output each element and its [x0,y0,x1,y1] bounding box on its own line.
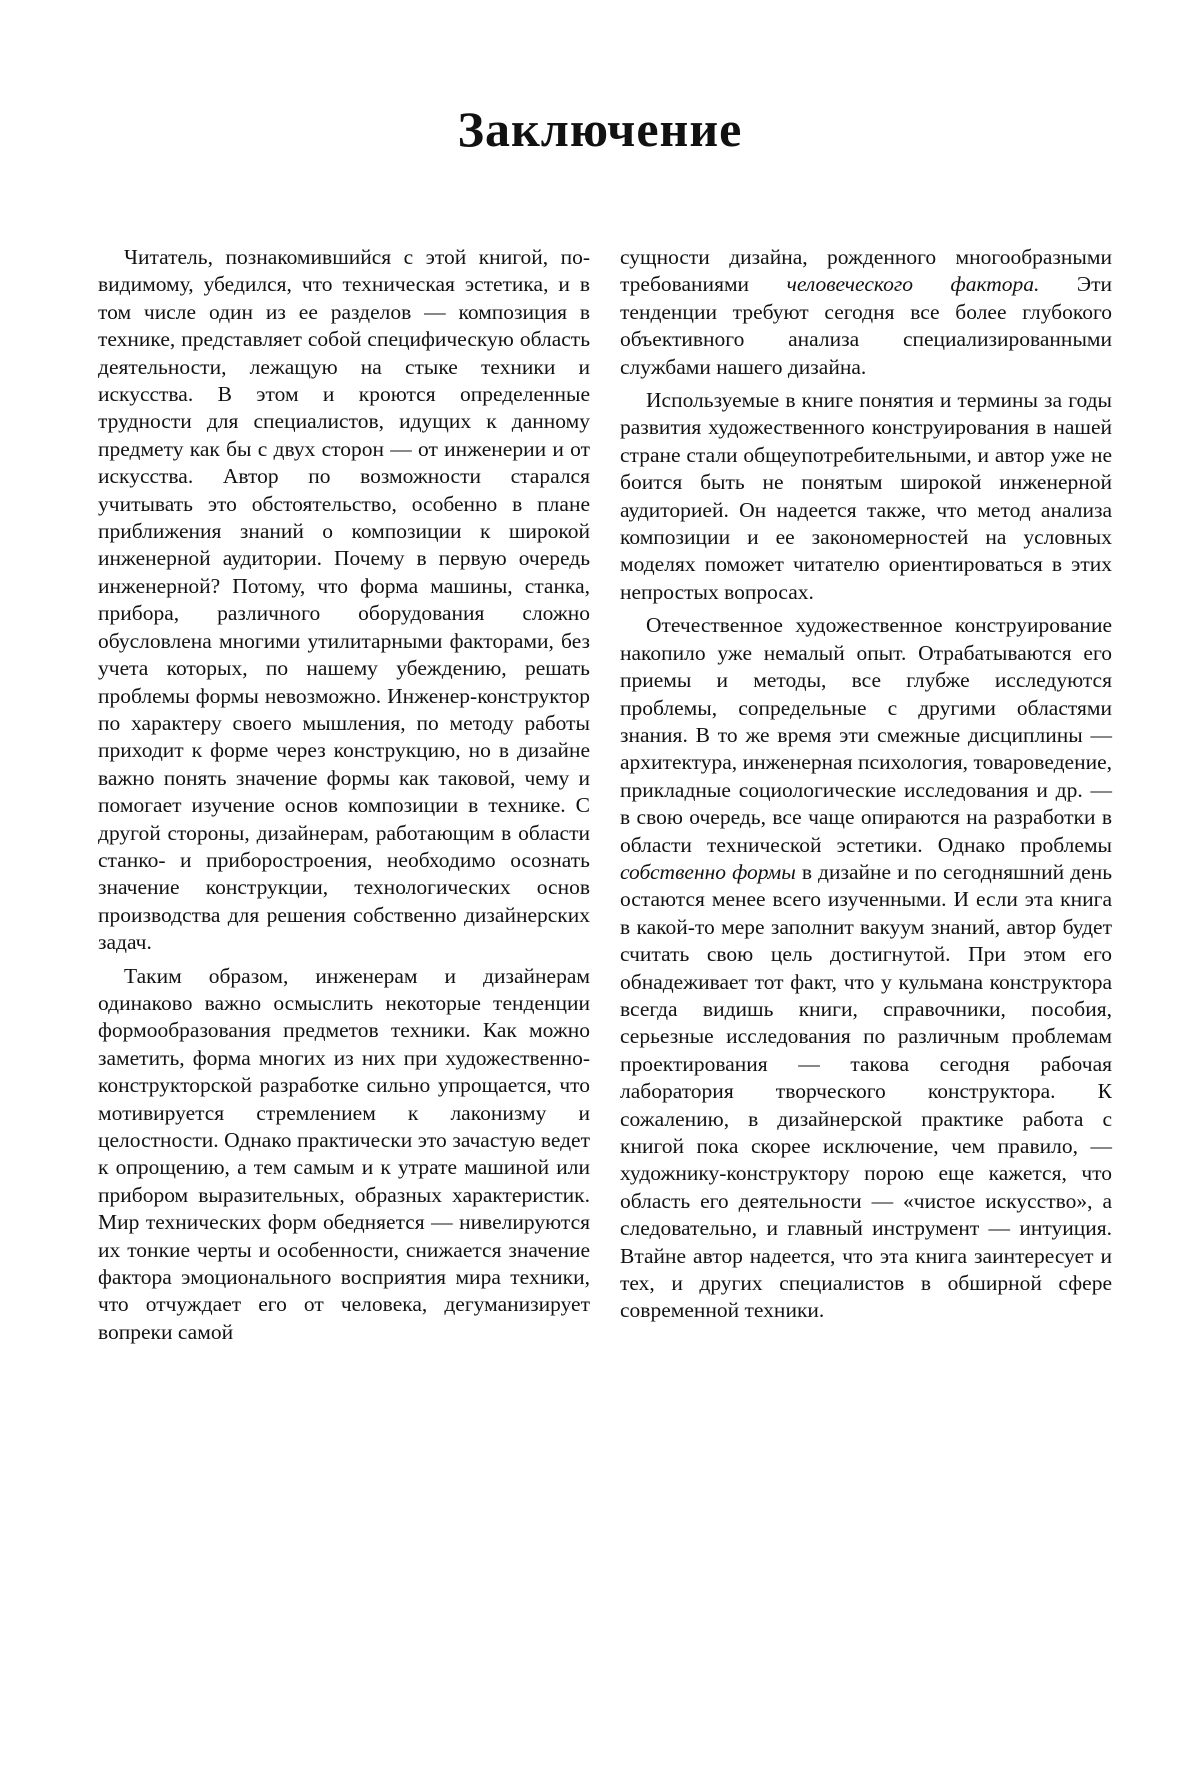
right-text-column [620,244,1112,1331]
continuation-text-start: сущности дизайна, рожденного многообразными требованиями [620,245,1112,297]
left-text-column [98,244,590,1352]
paragraph-2: Таким образом, инженерам и дизайнерам одинаково важно осмыслить некоторые тенденции формообразования предметов техники. Как можно заметить, форма многих из них при художественно-конструкторской разработке сильно упрощается, что мотивируется стремлением к лаконизму и целостности. Однако практически это зачастую ведет к опрощению, а тем самым и к утрате машиной или прибором выразительных, образных характеристик. Мир технических форм обедняется — нивелируются их тонкие черты и особенности, снижается значение фактора эмоционального восприятия мира техники, что отчуждает его от человека, дегуманизирует вопреки самой [98,963,590,1344]
paragraph-1: Читатель, познакомившийся с этой книгой, по-видимому, убедился, что техническая эстетика, и в том числе один из ее разделов — композиция в технике, представляет собой специфическую область деятельности, лежащую на стыке техники и искусства. В этом и кроются определенные трудности для специалистов, идущих к данному предмету как бы с двух сторон — от инженерии и от искусства. Автор по возможности старался учитывать это обстоятельство, особенно в плане приближения знаний о композиции к широкой инженерной аудитории. Почему в первую очередь инженерной? Потому, что форма машины, станка, прибора, различного оборудования сложно обусловлена многими утилитарными факторами, без учета которых, по нашему убеждению, решать проблемы формы невозможно. Инженер-конструктор по характеру своего мышления, по методу работы приходит к форме через конструкцию, но в дизайне важно понять значение формы как таковой, чему и помогает изучение основ композиции в технике. С другой стороны, дизайнерам, работающим в области станко- и приборостроения, необходимо осознать значение конструкции, технологических основ производства для решения собственно дизайнерских задач. [98,245,590,955]
italic-term-form: собственно формы [620,859,796,884]
chapter-title: Заключение [457,101,743,157]
continuation-text-end: Эти тенденции требуют сегодня все более глубокого объективного анализа специализированными службами нашего дизайна. [620,272,1113,379]
experience-text-end: в дизайне и по сегодняшний день остаются менее всего изученными. И если эта книга в какой-то мере заполнит вакуум знаний, автор будет считать свою цель достигнутой. При этом его обнадеживает тот факт, что у кульмана конструктора всегда видишь книги, справочники, пособия, серьезные исследования по различным проблемам проектирования — такова сегодня рабочая лаборатория творческого конструктора. К сожалению, в дизайнерской практике работа с книгой пока скорее исключение, чем правило, — художнику-конструктору порою еще кажется, что область его деятельности — «чистое искусство», а следовательно, и главный инструмент — интуиция. Втайне автор надеется, что эта книга заинтересует и тех, и других специалистов в обширной сфере современной техники. [620,859,1112,1323]
paragraph-experience [620,612,1112,1325]
italic-term-human-factor: человеческого фактора. [786,272,1040,297]
paragraph-terms: Используемые в книге понятия и термины за годы развития художественного конструирования в нашей стране стали общеупотребительными, и автор уже не боится быть не понятым широкой инженерной аудиторией. Он надеется также, что метод анализа композиции и ее закономерностей на условных моделях поможет читателю ориентироваться в этих непростых вопросах. [620,388,1112,604]
paragraph-continuation [620,244,1112,381]
experience-text-start: Отечественное художественное конструирование накопило уже немалый опыт. Отрабатываются его приемы и методы, все глубже исследуются проблемы, сопредельные с другими областями знания. В то же время эти смежные дисциплины — архитектура, инженерная психология, товароведение, прикладные социологические исследования и др. — в свою очередь, все чаще опираются на разработки в области технической эстетики. Однако проблемы [620,613,1112,857]
